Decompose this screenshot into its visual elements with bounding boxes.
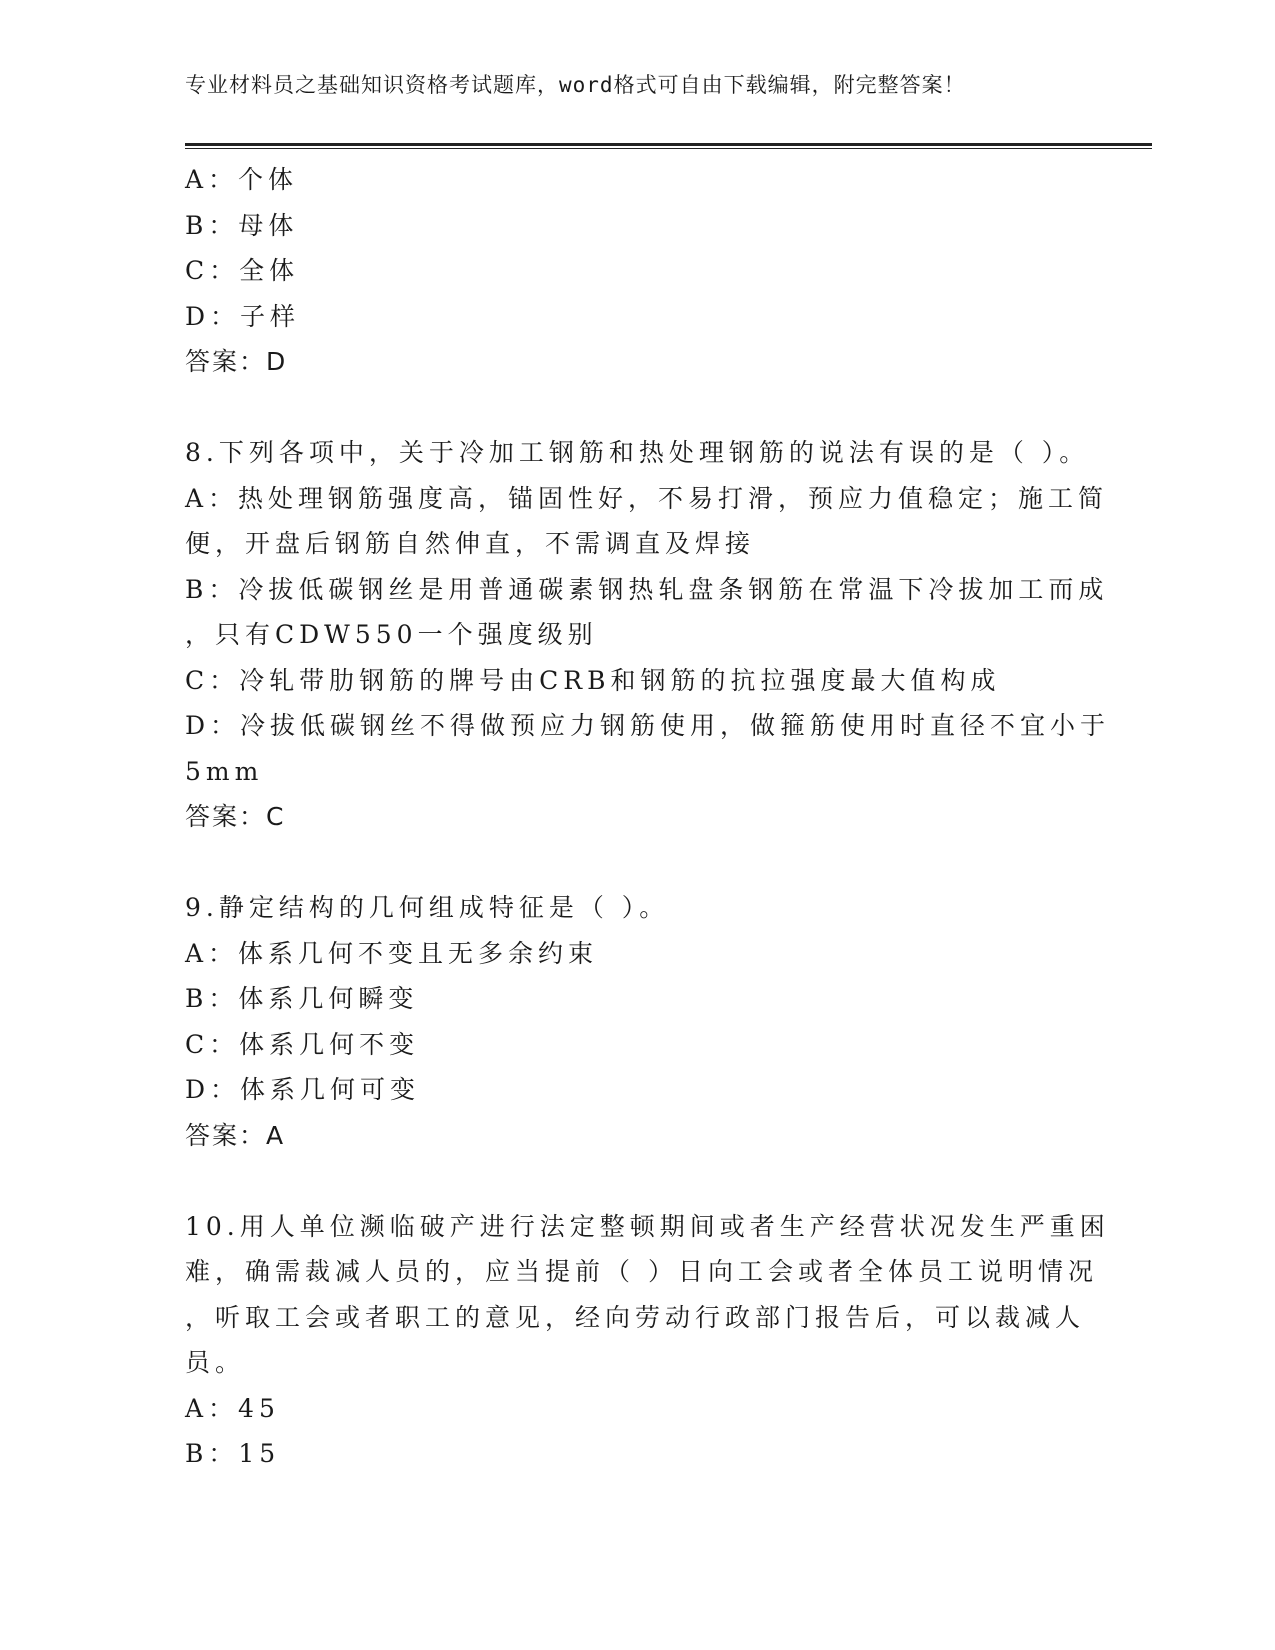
q10-option-b: B：15 (185, 1439, 281, 1468)
q8-option-a-line2: 便，开盘后钢筋自然伸直，不需调直及焊接 (185, 529, 756, 558)
q7-option-a: A：个体 (185, 165, 299, 194)
q10-stem-line4: 员。 (185, 1348, 246, 1377)
q9-answer: 答案：A (185, 1120, 286, 1150)
q9-option-d: D：体系几何可变 (185, 1075, 421, 1104)
q7-option-d: D：子样 (185, 301, 301, 331)
question-body (185, 157, 1111, 1477)
q8-stem: 8.下列各项中，关于冷加工钢筋和热处理钢筋的说法有误的是（ ）。 (185, 438, 1090, 467)
q9-option-c: C：体系几何不变 (185, 1029, 420, 1059)
q7-answer: 答案：D (185, 347, 288, 376)
spacer (185, 840, 1085, 886)
q10-stem-line1: 10.用人单位濒临破产进行法定整顿期间或者生产经营状况发生严重困 (185, 1211, 1110, 1241)
q10-stem-line2: 难，确需裁减人员的，应当提前（ ）日向工会或者全体员工说明情况 (185, 1257, 1098, 1286)
q9-stem: 9.静定结构的几何组成特征是（ ）。 (185, 893, 670, 922)
q7-option-b: B：母体 (185, 210, 299, 240)
q8-option-c: C：冷轧带肋钢筋的牌号由CRB和钢筋的抗拉强度最大值构成 (185, 665, 1001, 695)
header-rule-thick (185, 143, 1152, 146)
header-rule-thin (185, 148, 1152, 149)
q9-option-b: B：体系几何瞬变 (185, 984, 419, 1013)
q8-option-b-line2: ，只有CDW550一个强度级别 (185, 620, 598, 649)
q7-option-c: C：全体 (185, 256, 300, 285)
q8-option-a-line1: A：热处理钢筋强度高，锚固性好，不易打滑，预应力值稳定；施工简 (185, 483, 1109, 513)
page-header: 专业材料员之基础知识资格考试题库，word格式可自由下载编辑，附完整答案！ (185, 73, 966, 97)
q8-option-d-line1: D：冷拔低碳钢丝不得做预应力钢筋使用，做箍筋使用时直径不宜小于 (185, 711, 1111, 740)
q8-answer: 答案：C (185, 802, 286, 831)
q8-option-d-line2: 5mm (185, 756, 264, 786)
spacer (185, 385, 1085, 431)
q9-option-a: A：体系几何不变且无多余约束 (185, 938, 599, 968)
q10-stem-line3: ，听取工会或者职工的意见，经向劳动行政部门报告后，可以裁减人 (185, 1302, 1086, 1332)
q10-option-a: A：45 (185, 1393, 280, 1423)
spacer (185, 1158, 1085, 1204)
q8-option-b-line1: B：冷拔低碳钢丝是用普通碳素钢热轧盘条钢筋在常温下冷拔加工而成 (185, 574, 1109, 604)
